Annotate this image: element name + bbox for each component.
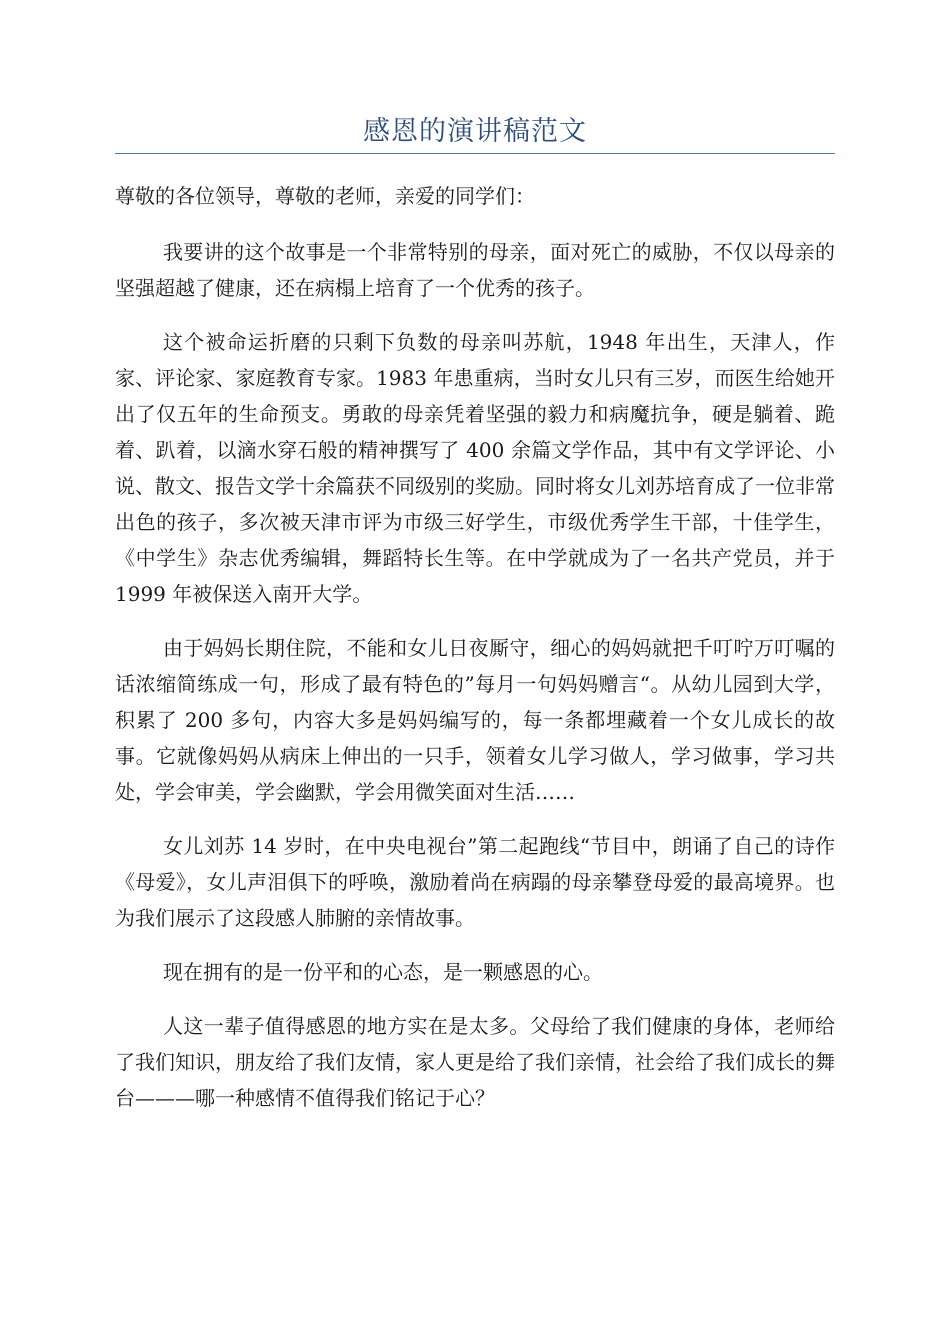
paragraph: 我要讲的这个故事是一个非常特别的母亲，面对死亡的威胁，不仅以母亲的坚强超越了健康，还在病榻上培育了一个优秀的孩子。: [115, 240, 835, 300]
paragraph: 这个被命运折磨的只剩下负数的母亲叫苏航，1948 年出生，天津人，作家、评论家、家庭教育专家。1983 年患重病，当时女儿只有三岁，而医生给她开出了仅五年的生命预支。勇敢的母亲凭着坚强的毅力和病魔抗争，硬是躺着、跪着、趴着，以滴水穿石般的精神撰写了 400 余篇文学作品，其中有文学评论、小说、散文、报告文学十余篇获不同级别的奖励。同时将女儿刘苏培育成了一位非常出色的孩子，多次被天津市评为市级三好学生，市级优秀学生干部，十佳学生，《中学生》杂志优秀编辑，舞蹈特长生等。在中学就成为了一名共产党员，并于 1999 年被保送入南开大学。: [115, 330, 835, 606]
document-body: [115, 178, 835, 1134]
paragraph: 人这一辈子值得感恩的地方实在是太多。父母给了我们健康的身体，老师给了我们知识，朋友给了我们友情，家人更是给了我们亲情，社会给了我们成长的舞台———哪一种感情不值得我们铭记于心？: [115, 1014, 835, 1110]
salutation: 尊敬的各位领导，尊敬的老师，亲爱的同学们：: [115, 184, 535, 208]
paragraph: 由于妈妈长期住院，不能和女儿日夜厮守，细心的妈妈就把千叮咛万叮嘱的话浓缩简练成一句，形成了最有特色的”每月一句妈妈赠言“。从幼儿园到大学，积累了 200 多句，内容大多是妈妈编写的，每一条都埋藏着一个女儿成长的故事。它就像妈妈从病床上伸出的一只手，领着女儿学习做人，学习做事，学习共处，学会审美，学会幽默，学会用微笑面对生活……: [115, 636, 835, 804]
title-underline: [115, 153, 835, 154]
paragraph: 现在拥有的是一份平和的心态，是一颗感恩的心。: [163, 960, 603, 984]
paragraph: 女儿刘苏 14 岁时，在中央电视台”第二起跑线“节目中，朗诵了自己的诗作《母爱》，女儿声泪俱下的呼唤，激励着尚在病蹋的母亲攀登母爱的最高境界。也为我们展示了这段感人肺腑的亲情故事。: [115, 834, 835, 930]
document-title: 感恩的演讲稿范文: [363, 116, 587, 147]
